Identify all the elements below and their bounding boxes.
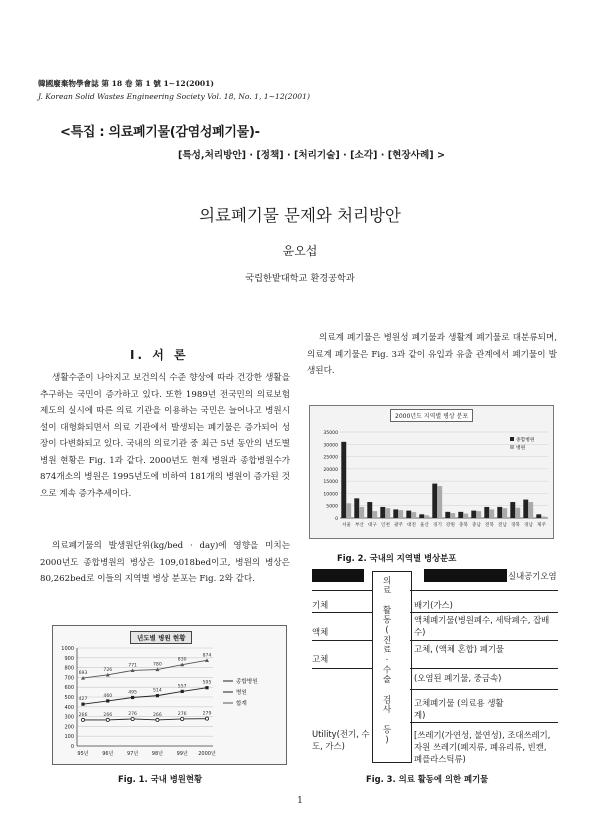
bar [393,509,398,518]
affiliation: 국립한밭대학교 환경공학과 [245,273,355,284]
section-heading-intro: Ⅰ. 서 론 [130,348,189,362]
bar [346,503,351,518]
bar [523,500,528,518]
data-label: 279 [202,711,212,717]
fig3-right-item-garbage: [쓰레기(가연성, 불연성), 조대쓰레기, 자원 쓰레기(폐지류, 폐유리류, 빈캔, 폐플라스틱류) [414,730,551,764]
data-label: 460 [103,693,113,699]
body-paragraph-1: 생활수준이 나아지고 보건의식 수준 향상에 따라 건강한 생활을 추구하는 국민이 증가하고 있다. 또한 1989년 전국민의 의료보험제도의 실시에 따른 의료 기관을 이용하는 국민은 늘어나고 병원시설이 대형화되면서 의료 기관에서 발생되는 폐기물은 증가되어 성장이 다변화되고 있다. 국내의 의료기관 중 최근 5년 동안의 년도별 병원 현황은 Fig. 1과 같다. 2000년도 현재 병원과 종합병원수가 874개소의 병원은 1995년도에 비하여 181개의 병원이 증가된 것으로 계속 증가추세이다. [40,373,290,499]
x-tick-label: 99년 [176,751,188,757]
x-tick-label: 제주 [537,523,546,528]
bar [419,514,424,518]
x-tick-label: 95년 [77,751,89,757]
fig3-line [312,612,372,613]
y-tick-label: 15000 [323,480,338,486]
x-tick-label: 97년 [126,751,139,757]
fig3-left-item-solid: 고체 [312,654,329,664]
fig3-line [410,722,558,723]
fig3-right-item-solid-mixed: 고체, (액체 혼합) 폐기물 [414,644,504,654]
figure-1-line-chart [53,626,286,764]
data-point [106,699,109,702]
fig3-center-label: 의료 활동(진료·수술 검사 등) [382,576,392,746]
legend-label: 종합병원 [236,679,258,685]
fig3-line [312,590,372,591]
bar [484,507,489,518]
figure-1-caption: Fig. 1. 국내 병원현황 [118,774,203,784]
x-tick-label: 강원 [446,523,455,528]
fig3-right-item-liquid: 액체폐기물(병원폐수, 세탁폐수, 잡배수) [414,615,550,637]
bar [502,508,507,518]
bar [528,502,533,518]
x-tick-label: 대구 [368,523,377,528]
y-tick-label: 20000 [323,467,338,473]
figure-1-chart-title: 년도별 병원 현황 [130,631,192,644]
data-label: 830 [177,657,187,663]
bar [515,508,520,518]
bar [510,502,515,518]
y-tick-label: 1000 [61,646,74,652]
bar [541,517,546,518]
x-tick-label: 대전 [407,523,416,528]
x-tick-label: 광주 [394,523,403,528]
bar [497,507,502,518]
y-tick-label: 25000 [323,455,338,461]
bar [450,513,455,518]
fig3-line [410,640,558,641]
data-label: 780 [153,662,162,668]
special-issue-topics: [특성,처리방안] · [정책] · [처리기술] · [소각] · [현장사례] > [178,150,445,161]
bar [406,511,411,518]
figure-2-bar-chart [310,406,553,538]
data-label: 266 [153,712,162,718]
y-tick-label: 10000 [323,492,338,498]
data-label: 266 [78,712,88,718]
data-label: 595 [202,680,212,686]
page-number: 1 [297,796,303,806]
fig3-line [312,668,372,669]
y-tick-label: 800 [64,665,74,672]
data-point [156,718,159,721]
series-line [83,688,207,704]
y-tick-label: 900 [64,655,74,662]
bar [354,498,359,518]
data-label: 726 [103,667,113,673]
y-tick-label: 35000 [323,431,338,436]
data-label: 495 [128,690,137,696]
x-tick-label: 울산 [420,523,429,528]
legend-label: 종합병원 [516,438,535,443]
x-tick-label: 2000년 [198,751,216,757]
series-line [83,719,207,720]
fig3-left-item-liquid: 액체 [312,627,329,637]
bar [463,514,468,518]
data-point [106,718,109,721]
fig3-right-header: 실내공기오염 [508,571,557,581]
body-paragraph-3: 의료계 폐기물은 병원성 폐기물과 생활계 폐기물로 대분류되며, 의료계 폐기물은 Fig. 3과 같이 유입과 유출 관계에서 폐기물이 발생된다. [307,333,557,376]
bar [476,511,481,518]
journal-header-english: J. Korean Solid Wastes Engineering Society Vol. 18, No. 1, 1∼12(2001) [38,92,310,101]
y-tick-label: 200 [64,724,74,731]
x-tick-label: 경남 [524,523,533,528]
x-tick-label: 경기 [433,523,442,528]
y-tick-label: 500 [64,695,74,701]
legend-label: 합계 [236,701,247,707]
fig3-line [410,590,558,591]
series-line [83,660,207,678]
x-tick-label: 전북 [485,523,494,528]
legend-label: 병원 [516,446,526,451]
x-tick-label: 96년 [102,751,114,757]
bar [367,502,372,518]
journal-header-korean: 韓國廢棄物學會誌 第 18 卷 第 1 號 1∼12(2001) [38,79,215,88]
y-tick-label: 0 [70,744,74,750]
x-tick-label: 충북 [459,523,468,528]
legend-label: 병원 [236,690,247,696]
fig3-left-item-gas: 기체 [312,600,329,610]
data-point [131,696,134,699]
body-paragraph-2: 의료폐기물의 발생원단위(kg/bed · day)에 영향을 미치는 2000년도 종합병원의 병상은 109,018bed이고, 병원의 병상은 80,262bed로 이들의 지역별 병상 분포는 Fig. 2와 같다. [40,541,290,584]
data-label: 874 [202,653,212,659]
data-label: 427 [78,697,88,703]
bar [437,486,442,518]
fig3-right-item-solid-waste: 고체폐기물 (의료용 생활계) [414,698,504,720]
bar [471,511,476,518]
legend-swatch [510,437,514,441]
y-tick-label: 600 [64,685,74,692]
bar [489,509,494,518]
data-point [81,703,84,706]
data-point [81,718,84,721]
data-point [156,694,159,697]
x-tick-label: 전남 [498,523,507,528]
y-tick-label: 300 [64,714,74,721]
fig3-line [410,612,558,613]
x-tick-label: 서울 [342,523,351,528]
data-point [181,717,184,720]
bar [458,512,463,518]
bar [372,511,377,518]
bar [424,515,429,518]
figure-3-caption: Fig. 3. 의료 활동에 의한 폐기물 [366,774,489,784]
bar [445,512,450,518]
data-point [131,717,134,720]
y-tick-label: 30000 [323,443,338,449]
x-tick-label: 부산 [355,523,364,528]
fig3-right-item-contaminated: (오염된 폐기물, 중금속) [414,673,502,683]
x-tick-label: 인천 [381,523,390,528]
y-tick-label: 0 [335,517,338,522]
fig3-line [410,689,558,690]
y-tick-label: 700 [64,675,74,682]
y-tick-label: 5000 [326,504,338,510]
data-label: 276 [177,711,187,717]
legend-swatch [510,445,514,449]
figure-2-caption: Fig. 2. 국내의 지역별 병상분포 [337,553,457,563]
bar [536,514,541,518]
bar [359,507,364,518]
figure-1-frame [52,625,287,765]
bar [380,507,385,518]
bar [341,442,346,518]
fig3-right-item-exhaust: 배기(가스) [414,600,453,610]
data-label: 771 [128,663,137,669]
redacted-block-left [312,569,364,582]
data-label: 514 [153,688,162,694]
fig3-line [312,640,372,641]
data-point [181,690,184,693]
data-point [205,686,208,689]
fig3-line [410,668,558,669]
x-tick-label: 경북 [511,523,520,528]
data-label: 276 [128,711,137,717]
data-label: 557 [177,684,187,690]
author: 윤오섭 [282,244,318,258]
bar [432,484,437,518]
special-issue-label: <특집 : 의료폐기물(감염성폐기물)- [60,125,260,140]
data-label: 266 [103,712,113,718]
bar [398,510,403,518]
bar [385,508,390,518]
data-point [205,717,208,720]
figure-2-chart-title: 2000년도 지역별 병상 분포 [390,409,473,422]
bar [411,512,416,518]
x-tick-label: 98년 [151,751,164,757]
paper-title: 의료폐기물 문제와 처리방안 [199,206,401,225]
y-tick-label: 100 [64,734,74,741]
y-tick-label: 400 [64,704,74,711]
x-tick-label: 충남 [472,523,481,528]
redacted-block-right [424,569,507,582]
data-label: 693 [78,671,88,677]
fig3-left-item-utility: Utility(전기, 수도, 가스) [312,729,370,751]
figure-2-frame [309,405,554,539]
